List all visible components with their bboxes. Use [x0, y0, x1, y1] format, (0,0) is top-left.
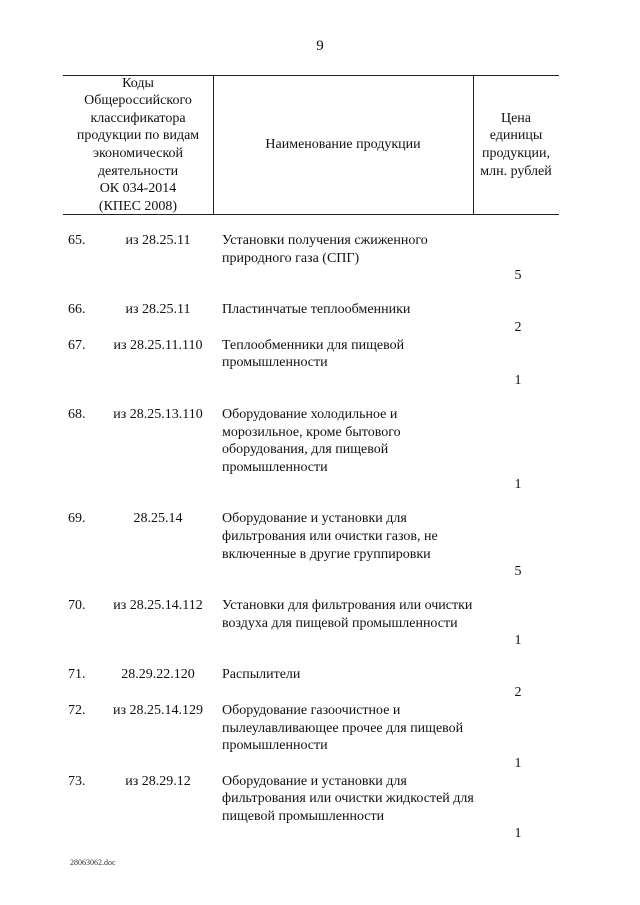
product-name: Теплообменники для пищевой промышленности: [222, 337, 405, 371]
okpd-code: 28.25.14: [133, 511, 183, 527]
unit-price: 1: [514, 826, 522, 842]
okpd-code: из 28.25.14.112: [113, 598, 203, 614]
row-number: 66.: [68, 302, 86, 318]
unit-price: 5: [514, 564, 522, 580]
okpd-code: из 28.25.11: [125, 233, 191, 248]
table-row: [0, 773, 640, 842]
unit-price: 1: [514, 372, 522, 388]
table-body: [0, 232, 640, 842]
product-name: Распылители: [222, 667, 301, 683]
row-number: 70.: [68, 598, 86, 614]
product-name: Пластинчатые теплообменники: [222, 302, 411, 318]
table-row: [0, 702, 640, 771]
product-name: Оборудование газоочистное и пылеулавливающее прочее для пищевой промышленности: [222, 702, 464, 754]
unit-price: 1: [514, 477, 522, 493]
page-number: 9: [316, 38, 324, 54]
okpd-code: из 28.25.13.110: [113, 406, 203, 422]
product-name: Оборудование холодильное и морозильное, кроме бытового оборудования, для пищевой промышленности: [222, 406, 401, 475]
row-number: 65.: [68, 233, 86, 248]
product-name: Оборудование и установки для фильтрования или очистки жидкостей для пищевой промышленности: [222, 773, 474, 824]
row-number: 72.: [68, 702, 86, 718]
product-name: Установки для фильтрования или очистки воздуха для пищевой промышленности: [222, 598, 473, 631]
unit-price: 1: [514, 755, 522, 771]
okpd-code: из 28.25.11.110: [113, 337, 203, 353]
row-number: 69.: [68, 511, 86, 527]
okpd-code: 28.29.22.120: [121, 667, 195, 683]
table-row: [0, 666, 640, 700]
table-row: [0, 337, 640, 388]
header-codes: Коды Общероссийского классификатора продукции по видам экономической деятельности ОК 034-2014 (КПЕС 2008): [76, 75, 200, 214]
header-unit-price: Цена единицы продукции, млн. рублей: [480, 110, 552, 179]
okpd-code: из 28.29.12: [125, 773, 191, 789]
table-row: [0, 232, 640, 284]
okpd-code: из 28.25.14.129: [112, 702, 204, 718]
row-number: 67.: [68, 337, 86, 353]
unit-price: 1: [514, 633, 522, 649]
unit-price: 2: [514, 319, 522, 335]
unit-price: 5: [514, 268, 522, 284]
product-name: Оборудование и установки для фильтрования или очистки газов, не включенные в другие группировки: [222, 511, 438, 562]
table-row: [0, 301, 640, 335]
product-name: Установки получения сжиженного природного газа (СПГ): [222, 233, 428, 266]
table-row: [0, 597, 640, 649]
row-number: 68.: [68, 406, 86, 422]
document-filename: 28063062.doc: [70, 858, 116, 867]
unit-price: 2: [514, 684, 522, 700]
table-row: [0, 510, 640, 580]
table-header: [63, 75, 559, 215]
okpd-code: из 28.25.11: [125, 302, 191, 318]
header-product-name: Наименование продукции: [265, 137, 421, 153]
row-number: 71.: [68, 667, 86, 683]
table-row: [0, 406, 640, 493]
row-number: 73.: [68, 773, 86, 789]
